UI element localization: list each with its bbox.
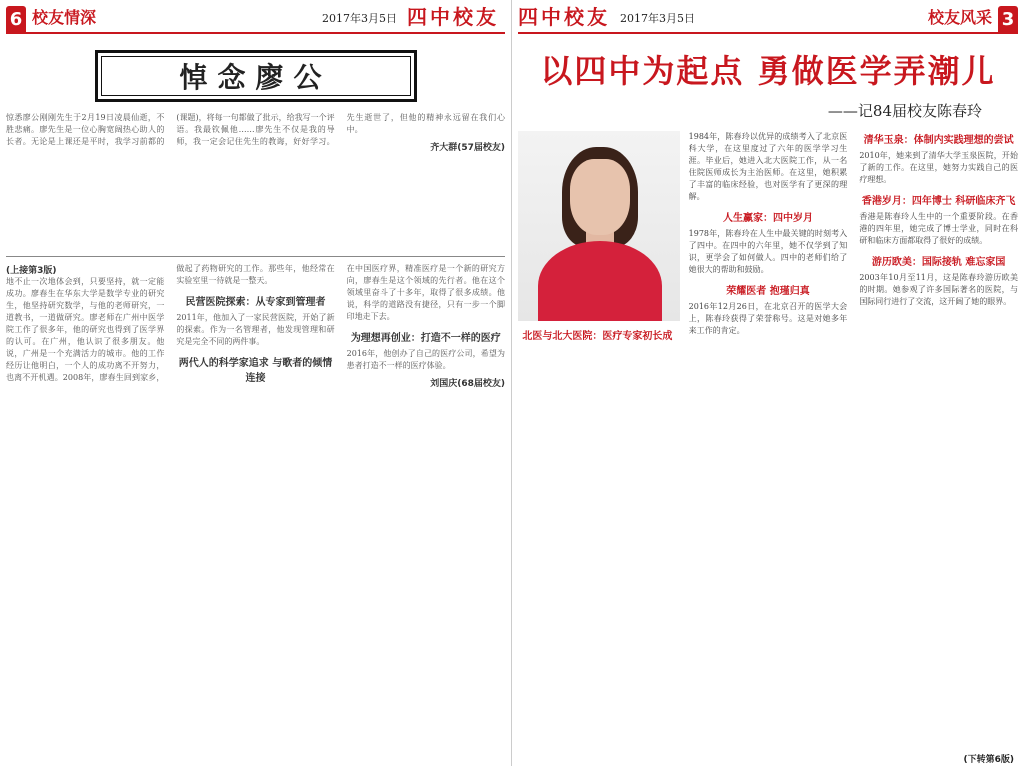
right-header [518, 0, 1018, 34]
issue-date: 2017年3月5日 [620, 12, 695, 25]
continued-note: (下转第6版) [963, 755, 1014, 765]
continued-from: (上接第3版) [6, 266, 57, 276]
section-title: 游历欧美：国际接轨 难忘家国 [871, 257, 1006, 268]
article-section-title: 民营医院探索：从专家到管理者 [185, 297, 326, 308]
section-title: 清华玉泉：体制内实践理想的尝试 [863, 135, 1014, 146]
feature-article [518, 131, 1018, 766]
tribute-block [6, 112, 505, 250]
page-number: 6 [6, 6, 26, 32]
section-name: 校友情深 [32, 8, 97, 27]
article-section-text: 在中国医疗界，精准医疗是一个新的研究方向，廖春生是这个领域的先行者。他在这个领域里奋斗了十多年，取得了很多成绩。他说，科学的道路没有捷径，只有一步一个脚印地走下去。 [346, 264, 505, 321]
tribute-text: 惊悉廖公刚刚先生于2月19日凌晨仙逝，不胜悲痛。廖先生是一位心胸宽阔热心助人的长者。无论是上课还是平时，我学习前都的(课题)，将每一句都做了批示，给我写一个评语。我最钦佩他……廖先生不仅是我的导师，我一定会记住先生的教诲，好好学习。先生逝世了，但他的精神永远留在我们心中。 [6, 113, 505, 146]
page-number: 3 [998, 6, 1018, 32]
divider [6, 256, 505, 257]
tribute-signature: 齐大群(57届校友) [430, 143, 505, 153]
section-title: 香港岁月：四年博士 科研临床齐飞 [861, 196, 1016, 207]
right-page [512, 0, 1024, 766]
section-text: 1978年，陈春玲在人生中最关键的时刻考入了四中。在四中的六年里，她不仅学到了知识，更学会了如何做人。四中的老师们给了她很大的帮助和鼓励。 [688, 229, 848, 274]
article-section-text: 2011年，他加入了一家民营医院，开始了新的探索。作为一名管理者，他发现管理和研究是完全不同的两件事。 [176, 313, 335, 346]
section-title: 北医与北大医院：医疗专家初长成 [522, 331, 673, 342]
section-text: 2010年，她来到了清华大学玉泉医院，开始了新的工作。在这里，她努力实践自己的医疗理想。 [859, 151, 1018, 184]
article-section-title: 为理想再创业：打造不一样的医疗 [350, 333, 501, 344]
section-name: 校友风采 [927, 8, 992, 27]
article-text: 地不止一次地体会到，只要坚持，就一定能成功。廖春生在华东大学是数学专业的研究生，他坚持研究数学，与他的老师研究，一道教书，一道做研究。廖老师在广州中医学院工作了很多年，他的研究也得到了医学界的认可。在广州，他认识了很多朋友。他说，广州是一个充满活力的城市。他的工作经历让他明白，一个人的成功离不开努力，也离不开机遇。2008年，廖春生回到家乡，做起了药物研究的工作。那些年，他经常在实验室里一待就是一整天。 [6, 264, 335, 382]
issue-date: 2017年3月5日 [322, 12, 397, 25]
section-text: 香港是陈春玲人生中的一个重要阶段。在香港的四年里，她完成了博士学业，同时在科研和临床方面都取得了很好的成绩。 [859, 212, 1018, 245]
portrait-photo [518, 131, 680, 321]
masthead: 四中校友 [518, 5, 610, 29]
masthead: 四中校友 [407, 5, 499, 29]
section-title: 人生赢家：四中岁月 [722, 213, 813, 224]
article-section-text: 2016年，他创办了自己的医疗公司，希望为患者打造不一样的医疗体验。 [346, 349, 505, 370]
section-text: 1984年，陈春玲以优异的成绩考入了北京医科大学，在这里度过了六年的医学学习生涯。毕业后，她进入北大医院工作，从一名住院医师成长为主治医师。在这里，她积累了丰富的临床经验，也对医学有了更深的理解。 [688, 132, 848, 201]
section-text: 2016年12月26日，在北京召开的医学大会上，陈春玲获得了荣誉称号。这是对她多年来工作的肯定。 [688, 302, 848, 335]
headline: 以四中为起点 勇做医学弄潮儿 [540, 52, 996, 90]
memorial-banner [95, 50, 417, 102]
article-block [6, 263, 505, 731]
section-text: 2003年10月至11月，这是陈春玲游历欧美的时期。她参观了许多国际著名的医院，与国际同行进行了交流，这开阔了她的眼界。 [859, 273, 1018, 306]
article-signature: 刘国庆(68届校友) [430, 379, 505, 389]
subheadline: ——记84届校友陈春玲 [827, 102, 982, 120]
memorial-banner-title: 悼念廖公 [101, 56, 411, 96]
left-header [6, 0, 505, 34]
article-section-title: 两代人的科学家追求 与歌者的倾情连接 [178, 358, 333, 384]
section-title: 荣耀医者 抱瑾归真 [726, 286, 810, 297]
